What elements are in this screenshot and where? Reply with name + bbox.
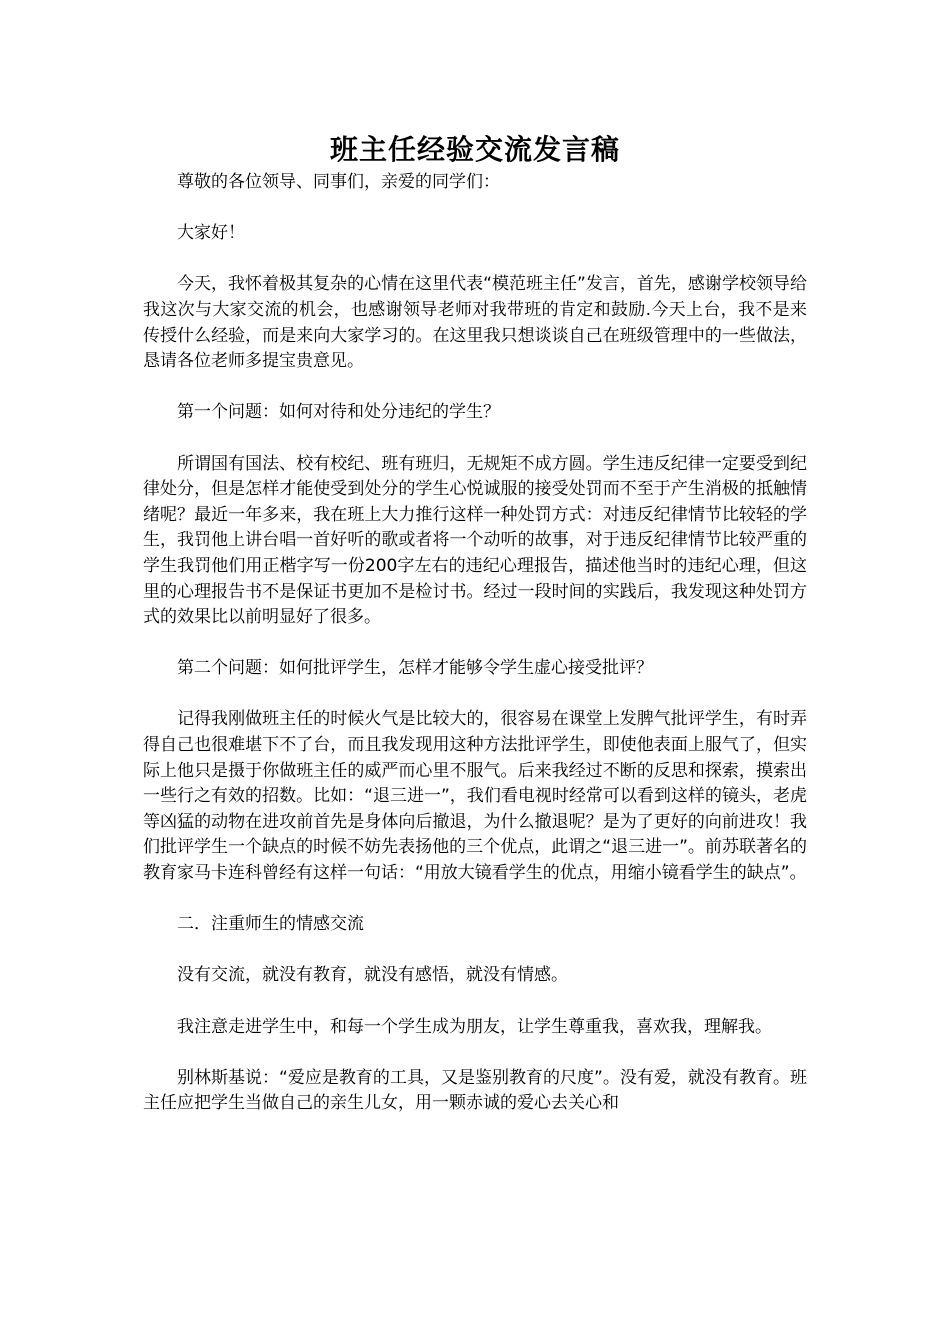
document-page xyxy=(143,130,807,1143)
belinsky-quote-paragraph: 别林斯基说：“爱应是教育的工具，又是鉴别教育的尺度”。没有爱，就没有教育。班主任应把学生当做自己的亲生儿女，用一颗赤诚的爱心去关心和 xyxy=(143,1067,807,1114)
question-one-body: 所谓国有国法、校有校纪、班有班归，无规矩不成方圆。学生违反纪律一定要受到纪律处分，但是怎样才能使受到处分的学生心悦诚服的接受处罚而不至于产生消极的抵触情绪呢？最近一年多来，我在班上大力推行这样一种处罚方式：对违反纪律情节比较轻的学生，我罚他上讲台唱一首好听的歌或者将一个动听的故事，对于违反纪律情节比较严重的学生我罚他们用正楷字写一份200字左右的违纪心理报告，描述他当时的违纪心理，但这里的心理报告书不是保证书更加不是检讨书。经过一段时间的实践后，我发现这种处罚方式的效果比以前明显好了很多。 xyxy=(143,453,807,628)
question-two-body: 记得我刚做班主任的时候火气是比较大的，很容易在课堂上发脾气批评学生，有时弄得自己也很难堪下不了台，而且我发现用这种方法批评学生，即使他表面上服气了，但实际上他只是摄于你做班主任的威严而心里不服气。后来我经过不断的反思和探索，摸索出一些行之有效的招数。比如：“退三进一”，我们看电视时经常可以看到这样的镜头，老虎等凶猛的动物在进攻前首先是身体向后撤退，为什么撤退呢？是为了更好的向前进攻！我们批评学生一个缺点的时候不妨先表扬他的三个优点，此谓之“退三进一”。前苏联著名的教育家马卡连科曾经有这样一句话：“用放大镜看学生的优点，用缩小镜看学生的缺点”。 xyxy=(143,709,807,884)
section-two-heading: 二．注重师生的情感交流 xyxy=(177,914,364,935)
communication-paragraph: 没有交流，就没有教育，就没有感悟，就没有情感。 xyxy=(177,965,568,986)
intro-paragraph: 今天，我怀着极其复杂的心情在这里代表“模范班主任”发言，首先，感谢学校领导给我这次与大家交流的机会，也感谢领导老师对我带班的肯定和鼓励.今天上台，我不是来传授什么经验，而是来向大家学习的。在这里我只想谈谈自己在班级管理中的一些做法，恳请各位老师多提宝贵意见。 xyxy=(143,274,807,372)
salutation: 尊敬的各位领导、同事们，亲爱的同学们： xyxy=(177,172,500,192)
question-one-heading: 第一个问题：如何对待和处分违纪的学生？ xyxy=(177,402,500,423)
question-two-heading: 第二个问题：如何批评学生，怎样才能够令学生虚心接受批评？ xyxy=(177,658,653,679)
friendship-paragraph: 我注意走进学生中，和每一个学生成为朋友，让学生尊重我，喜欢我，理解我。 xyxy=(177,1016,772,1037)
greeting: 大家好！ xyxy=(177,223,245,244)
document-title: 班主任经验交流发言稿 xyxy=(329,133,620,166)
